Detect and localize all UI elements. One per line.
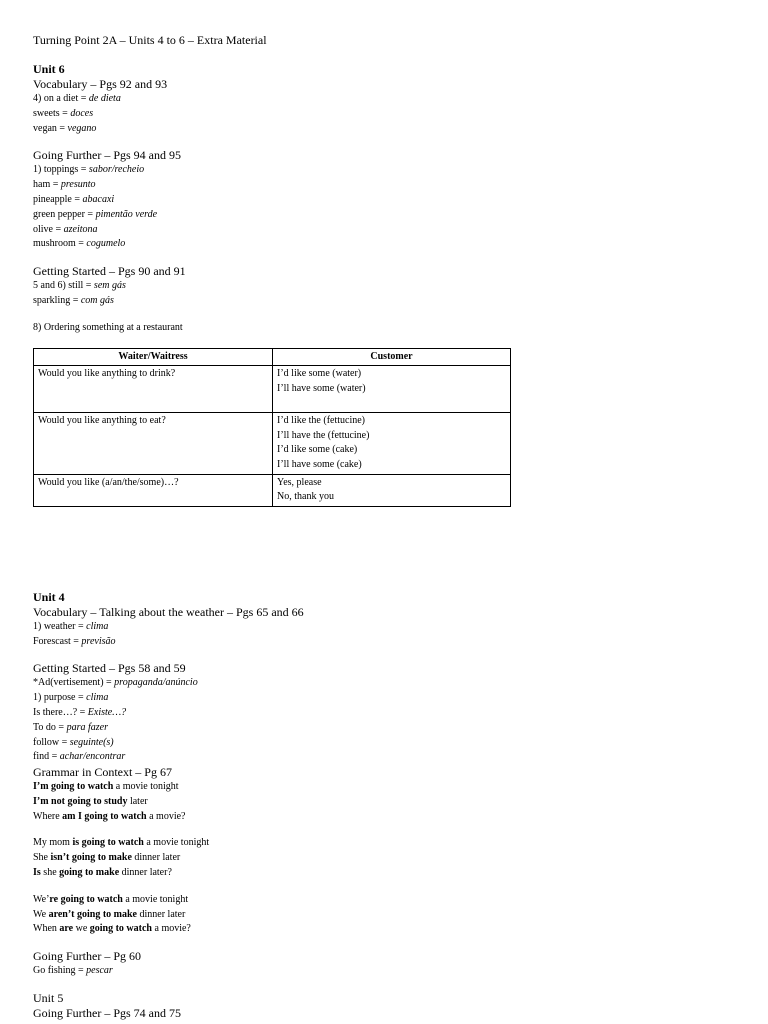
vocab-item: find = achar/encontrar	[33, 751, 126, 763]
unit6-getting-started-heading: Getting Started – Pgs 90 and 91	[33, 264, 186, 279]
unit6-heading: Unit 6	[33, 62, 65, 76]
customer-cell: Yes, please No, thank you	[273, 474, 511, 506]
grammar-example: We’re going to watch a movie tonight	[33, 893, 189, 905]
vocab-item: green pepper = pimentão verde	[33, 208, 158, 220]
vocab-item: sparkling = com gás	[33, 294, 114, 306]
vocab-item: olive = azeitona	[33, 223, 98, 235]
vocab-item: 1) purpose = clima	[33, 692, 109, 704]
vocab-item: 1) weather = clima	[33, 620, 109, 632]
vocab-item: mushroom = cogumelo	[33, 238, 126, 250]
ordering-table	[33, 348, 511, 507]
vocab-item: pineapple = abacaxi	[33, 193, 115, 205]
table-header-row	[34, 348, 511, 366]
waiter-cell: Would you like anything to eat?	[34, 413, 273, 474]
waiter-cell: Would you like (a/an/the/some)…?	[34, 474, 273, 506]
grammar-example: When are we going to watch a movie?	[33, 923, 191, 935]
unit4-vocab-heading: Vocabulary – Talking about the weather – Pgs 65 and 66	[33, 604, 304, 619]
vocab-item: vegan = vegano	[33, 122, 97, 134]
vocab-item: *Ad(vertisement) = propaganda/anúncio	[33, 677, 198, 689]
grammar-example: We aren’t going to make dinner later	[33, 908, 186, 920]
table-row	[34, 413, 511, 474]
unit6-going-further-heading: Going Further – Pgs 94 and 95	[33, 148, 181, 163]
column-header: Customer	[273, 348, 511, 366]
vocab-item: ham = presunto	[33, 179, 96, 191]
unit4-grammar-heading: Grammar in Context – Pg 67	[33, 765, 172, 780]
vocab-item: To do = para fazer	[33, 721, 108, 733]
unit4-going-further-heading: Going Further – Pg 60	[33, 949, 141, 964]
grammar-example: My mom is going to watch a movie tonight	[33, 837, 210, 849]
unit4-heading: Unit 4	[33, 589, 65, 604]
customer-cell: I’d like some (water) I’ll have some (water)	[273, 366, 511, 413]
vocab-item: 1) toppings = sabor/recheio	[33, 164, 145, 176]
unit4-getting-started-heading: Getting Started – Pgs 58 and 59	[33, 661, 186, 676]
table-row	[34, 366, 511, 413]
vocab-item: Is there…? = Existe…?	[33, 706, 127, 718]
grammar-example: Is she going to make dinner later?	[33, 867, 172, 879]
document-title: Turning Point 2A – Units 4 to 6 – Extra Material	[33, 33, 267, 47]
vocab-item: Forescast = previsão	[33, 635, 116, 647]
vocab-item: 5 and 6) still = sem gás	[33, 280, 126, 292]
grammar-example: I’m not going to study later	[33, 795, 148, 807]
vocab-item: Go fishing = pescar	[33, 965, 113, 977]
unit6-vocab-heading: Vocabulary – Pgs 92 and 93	[33, 77, 168, 91]
ordering-heading: 8) Ordering something at a restaurant	[33, 321, 183, 333]
unit5-heading: Unit 5	[33, 991, 64, 1006]
customer-cell: I’d like the (fettucine) I’ll have the (fettucine) I’d like some (cake) I’ll have some (cake)	[273, 413, 511, 474]
table-row	[34, 474, 511, 506]
unit5-going-further-heading: Going Further – Pgs 74 and 75	[33, 1006, 181, 1021]
grammar-example: Where am I going to watch a movie?	[33, 810, 186, 822]
vocab-item: follow = seguinte(s)	[33, 736, 114, 748]
grammar-example: I’m going to watch a movie tonight	[33, 781, 179, 793]
waiter-cell: Would you like anything to drink?	[34, 366, 273, 413]
column-header: Waiter/Waitress	[34, 348, 273, 366]
vocab-item: sweets = doces	[33, 107, 94, 119]
vocab-item: 4) on a diet = de dieta	[33, 93, 121, 104]
grammar-example: She isn’t going to make dinner later	[33, 852, 181, 864]
